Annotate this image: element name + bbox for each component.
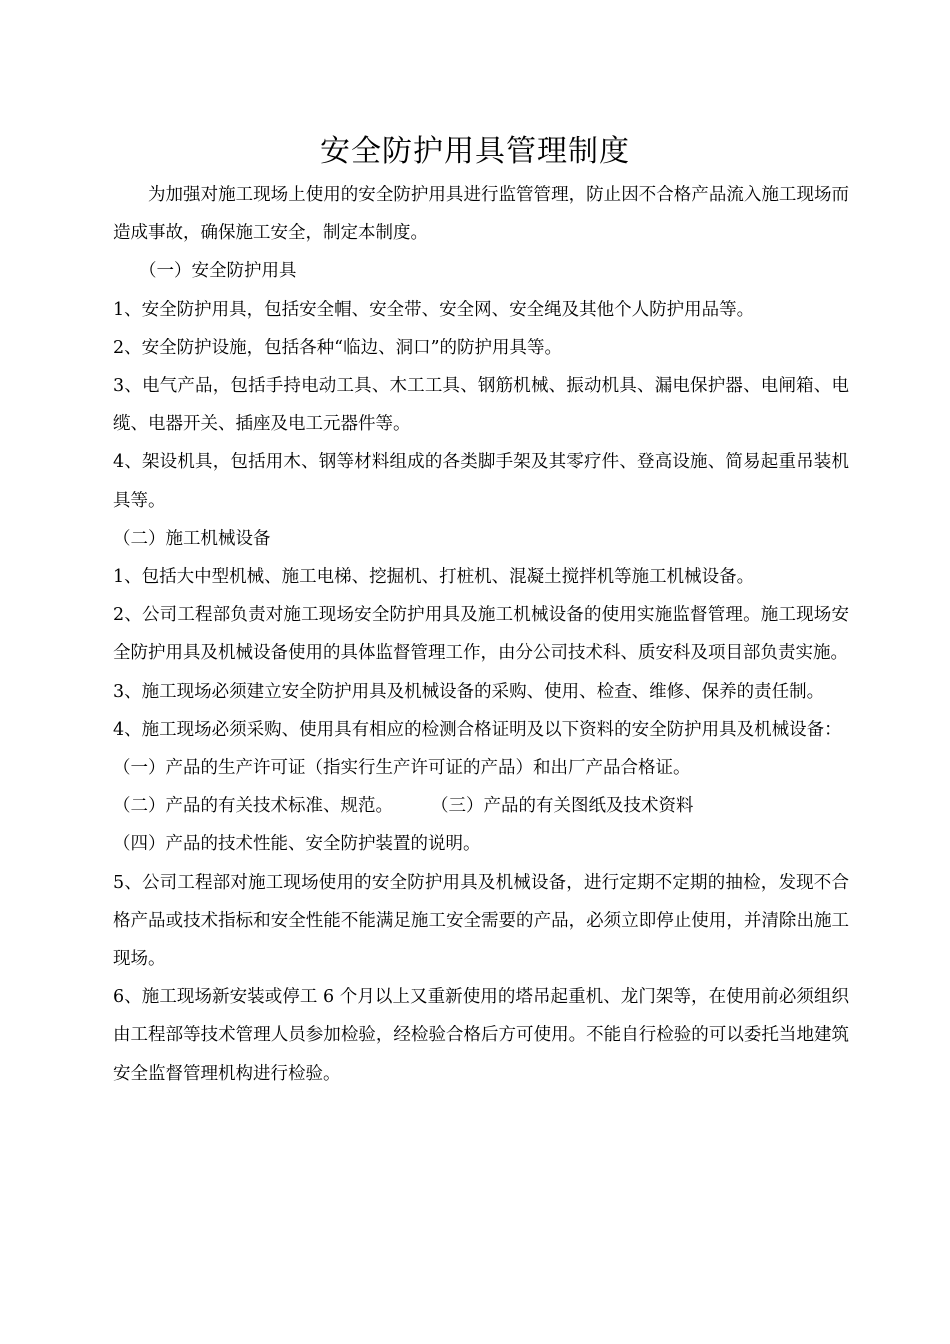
- sub-list-item: （二）产品的有关技术标准、规范。: [113, 796, 393, 817]
- sub-list-item: （一）产品的生产许可证（指实行生产许可证的产品）和出厂产品合格证。: [113, 758, 691, 779]
- list-item: 4、施工现场必须采购、使用具有相应的检测合格证明及以下资料的安全防护用具及机械设备：: [113, 719, 842, 740]
- sub-list-row: [113, 787, 849, 825]
- section-heading: （二）施工机械设备: [113, 528, 271, 549]
- section-heading: （一）安全防护用具: [139, 261, 297, 282]
- list-item: 2、公司工程部负责对施工现场安全防护用具及施工机械设备的使用实施监督管理。施工现场安全防护用具及机械设备使用的具体监督管理工作，由分公司技术科、质安科及项目部负责实施。: [113, 605, 849, 664]
- sub-list-item: （四）产品的技术性能、安全防护装置的说明。: [113, 834, 481, 855]
- sub-list-item: （三）产品的有关图纸及技术资料: [431, 796, 694, 817]
- document-title: 安全防护用具管理制度: [320, 134, 630, 169]
- list-item: 4、架设机具，包括用木、钢等材料组成的各类脚手架及其零疗件、登高设施、简易起重吊装机具等。: [113, 452, 849, 511]
- list-item: 2、安全防护设施，包括各种“临边、洞口”的防护用具等。: [113, 337, 563, 358]
- intro-paragraph: 为加强对施工现场上使用的安全防护用具进行监管管理，防止因不合格产品流入施工现场而造成事故，确保施工安全，制定本制度。: [113, 185, 849, 244]
- list-item: 6、施工现场新安装或停工 6 个月以上又重新使用的塔吊起重机、龙门架等，在使用前必须组织由工程部等技术管理人员参加检验，经检验合格后方可使用。不能自行检验的可以委托当地建筑安全监督管理机构进行检验。: [113, 987, 849, 1084]
- document-body: [113, 176, 849, 1093]
- list-item: 1、安全防护用具，包括安全帽、安全带、安全网、安全绳及其他个人防护用品等。: [113, 299, 755, 320]
- list-item: 3、电气产品，包括手持电动工具、木工工具、钢筋机械、振动机具、漏电保护器、电闸箱、电缆、电器开关、插座及电工元器件等。: [113, 376, 849, 435]
- list-item: 1、包括大中型机械、施工电梯、挖掘机、打桩机、混凝土搅拌机等施工机械设备。: [113, 567, 755, 588]
- list-item: 3、施工现场必须建立安全防护用具及机械设备的采购、使用、检查、维修、保养的责任制。: [113, 681, 825, 702]
- list-item: 5、公司工程部对施工现场使用的安全防护用具及机械设备，进行定期不定期的抽检，发现不合格产品或技术指标和安全性能不能满足施工安全需要的产品，必须立即停止使用，并清除出施工现场。: [113, 872, 849, 970]
